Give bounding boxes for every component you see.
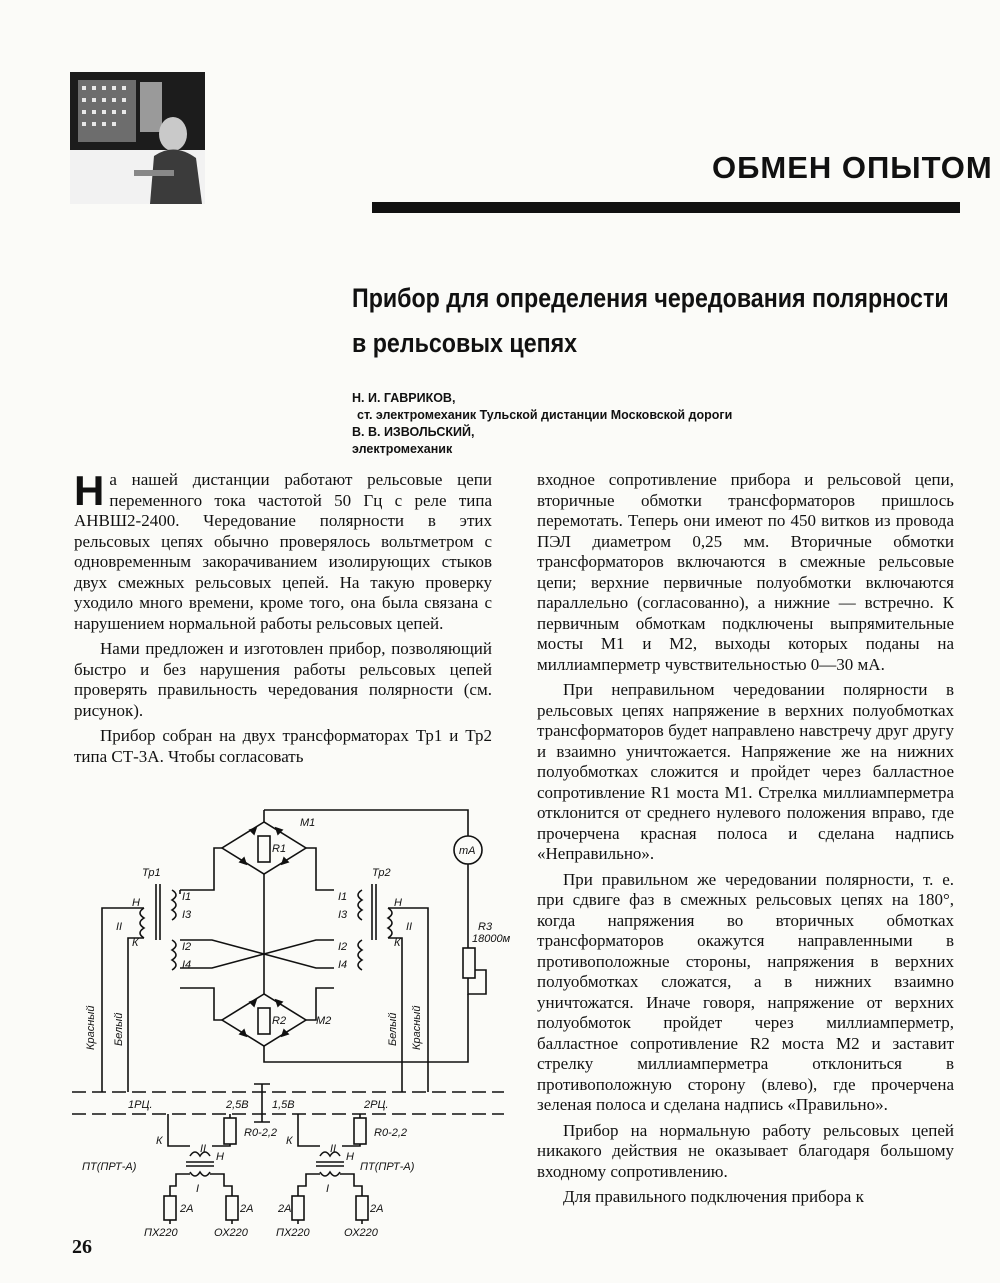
- tr2-label: Тр2: [372, 867, 391, 879]
- rc2-label: 2РЦ.: [364, 1099, 389, 1111]
- paragraph: Для правильного подключения прибора к: [563, 1187, 864, 1206]
- r2-label: R2: [272, 1015, 287, 1027]
- k-label: К: [132, 937, 139, 949]
- author-position: ст. электромеханик Тульской дистанции Московской дороги: [357, 408, 733, 422]
- r3-label: R3: [478, 921, 493, 933]
- i4-label: I4: [182, 959, 192, 971]
- k-label: К: [156, 1135, 163, 1147]
- tr1-label: Тр1: [142, 867, 161, 879]
- i1-label: I1: [338, 891, 348, 903]
- i-label: I: [196, 1183, 200, 1195]
- text-column-left: [74, 467, 492, 772]
- k-label: К: [394, 937, 401, 949]
- text-column-right: [537, 470, 954, 1213]
- title-line: Прибор для определения чередования полярности: [352, 283, 949, 313]
- k-label: К: [286, 1135, 293, 1147]
- fuse-label: 2А: [240, 1203, 254, 1215]
- h-label: Н: [394, 897, 402, 909]
- authors-block: [352, 390, 732, 458]
- fuse-label: 2А: [180, 1203, 194, 1215]
- paragraph: При правильном же чередовании полярности, т. е. при сдвиге фаз в смежных рельсовых цепях на 180°, когда напряжения во вторичных обмотках трансформаторов окажутся направленными в противоположные стороны, напряжения в верхних полуобмотках сложатся, а в нижних взаимно уничтожатся. Иначе говоря, напряжение от верхних полуобмоток пройдет через миллиамперметр, балластное сопротивление R2 моста М2 и заставит стрелку миллиамперметра отклониться в противоположную сторону (влево), где прочерчена зеленая полоса и сделана надпись «Правильно».: [537, 869, 954, 1114]
- i2-label: I2: [182, 941, 192, 953]
- author-position: электромеханик: [352, 442, 453, 456]
- ii-label: II: [116, 921, 123, 933]
- circuit-diagram: [72, 800, 512, 1240]
- px-label: ПХ220: [144, 1227, 178, 1239]
- pt-label: ПТ(ПРТ-А): [360, 1161, 415, 1173]
- px-label: ПХ220: [276, 1227, 310, 1239]
- paragraph: Нами предложен и изготовлен прибор, позволяющий быстро и без нарушения работы рельсовых цепей проверять правильность чередования полярности (см. рисунок).: [74, 639, 492, 720]
- paragraph: При неправильном чередовании полярности в рельсовых цепях напряжение в верхних полуобмотках трансформаторов будет направлено навстречу друг другу и взаимно уничтожается. Напряжение же на нижних полуобмотках сложится и пройдет через балластное сопротивление R1 моста М1. Стрелка миллиамперметра отклонится от среднего нулевого положения вправо, где прочерчена красная полоса и сделана надпись «Неправильно».: [537, 680, 954, 863]
- red-wire-label: Красный: [85, 1005, 97, 1050]
- paragraph: [74, 467, 492, 634]
- white-wire-label: Белый: [113, 1012, 125, 1046]
- fuse-label: 2А: [278, 1203, 292, 1215]
- section-rule: [372, 202, 960, 213]
- ma-label: mA: [459, 845, 476, 857]
- drop-cap: Н: [74, 467, 105, 514]
- ii-label: II: [330, 1143, 337, 1155]
- m1-label: М1: [300, 817, 316, 829]
- m2-label: М2: [316, 1015, 332, 1027]
- i1-label: I1: [182, 891, 192, 903]
- author-name: Н. И. ГАВРИКОВ,: [352, 391, 456, 405]
- ii-label: II: [200, 1143, 207, 1155]
- paragraph: Прибор собран на двух трансформаторах Тр1 и Тр2 типа СТ-3А. Чтобы согласовать: [74, 726, 492, 766]
- white-wire-label: Белый: [387, 1012, 399, 1046]
- paragraph: входное сопротивление прибора и рельсовой цепи, вторичные обмотки трансформаторов пришлось перемотать. Теперь они имеют по 450 витков из провода ПЭЛ диаметром 0,25 мм. Вторичные обмотки трансформаторов включаются в смежные рельсовые цепи; верхние первичные полуобмотки включаются параллельно (согласованно), а нижние — встречно. К первичным обмоткам подключены выпрямительные мосты М1 и М2, выходы которых поданы на миллиамперметр чувствительностью 0—30 мА.: [537, 470, 954, 674]
- r3-value: 18000м: [472, 933, 511, 945]
- author-name: В. В. ИЗВОЛЬСКИЙ,: [352, 425, 475, 439]
- i2-label: I2: [338, 941, 348, 953]
- section-heading: ОБМЕН ОПЫТОМ: [712, 150, 993, 185]
- paragraph-text: а нашей дистанции работают рельсовые цепи переменного тока частотой 50 Гц с реле типа АНВШ2-2400. Чередование полярности в этих рельсовых цепях обычно проверялось вольтметром с одновременным закорачиванием изолирующих стыков двух смежных рельсовых цепей. На такую проверку уходило много времени, кроме того, она была связана с нарушением нормальной работы рельсовых цепей.: [74, 470, 492, 633]
- fuse-label: 2А: [370, 1203, 384, 1215]
- page-number: 26: [72, 1236, 92, 1258]
- i3-label: I3: [338, 909, 348, 921]
- i-label: I: [326, 1183, 330, 1195]
- h-label: Н: [132, 897, 140, 909]
- h-label: Н: [216, 1151, 224, 1163]
- pt-label: ПТ(ПРТ-А): [82, 1161, 137, 1173]
- title-line: в рельсовых цепях: [352, 328, 578, 358]
- i4-label: I4: [338, 959, 348, 971]
- r0-label: R0-2,2: [374, 1127, 408, 1139]
- red-wire-label: Красный: [411, 1005, 423, 1050]
- ii-label: II: [406, 921, 413, 933]
- paragraph: Прибор на нормальную работу рельсовых цепей никакого действия не оказывает благодаря большому входному сопротивлению.: [537, 1120, 954, 1181]
- article-title: [352, 276, 949, 366]
- section-photo: [70, 72, 205, 204]
- rc1-label: 1РЦ.: [128, 1099, 153, 1111]
- voltage-label: 1,5В: [272, 1099, 295, 1111]
- r0-label: R0-2,2: [244, 1127, 278, 1139]
- r1-label: R1: [272, 843, 287, 855]
- ox-label: ОХ220: [344, 1227, 378, 1239]
- voltage-label: 2,5В: [226, 1099, 249, 1111]
- i3-label: I3: [182, 909, 192, 921]
- ox-label: ОХ220: [214, 1227, 248, 1239]
- h-label: Н: [346, 1151, 354, 1163]
